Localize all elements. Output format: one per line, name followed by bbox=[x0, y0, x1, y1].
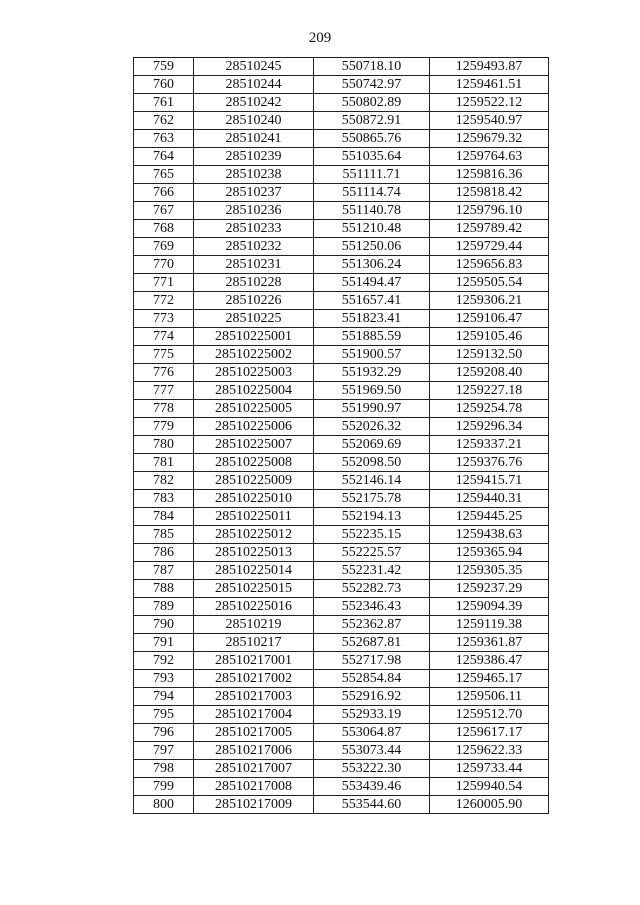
x-coordinate-cell: 551494.47 bbox=[314, 274, 430, 292]
y-coordinate-cell: 1259818.42 bbox=[430, 184, 549, 202]
point-id-cell: 28510240 bbox=[194, 112, 314, 130]
x-coordinate-cell: 552231.42 bbox=[314, 562, 430, 580]
point-id-cell: 28510225010 bbox=[194, 490, 314, 508]
x-coordinate-cell: 552346.43 bbox=[314, 598, 430, 616]
y-coordinate-cell: 1259305.35 bbox=[430, 562, 549, 580]
y-coordinate-cell: 1259733.44 bbox=[430, 760, 549, 778]
point-number-cell: 779 bbox=[134, 418, 194, 436]
y-coordinate-cell: 1259415.71 bbox=[430, 472, 549, 490]
point-number-cell: 786 bbox=[134, 544, 194, 562]
point-number-cell: 770 bbox=[134, 256, 194, 274]
point-id-cell: 28510217007 bbox=[194, 760, 314, 778]
point-number-cell: 795 bbox=[134, 706, 194, 724]
table-row bbox=[134, 526, 549, 544]
table-row bbox=[134, 112, 549, 130]
point-id-cell: 28510242 bbox=[194, 94, 314, 112]
table-row bbox=[134, 508, 549, 526]
point-number-cell: 799 bbox=[134, 778, 194, 796]
point-id-cell: 28510225006 bbox=[194, 418, 314, 436]
table-row bbox=[134, 94, 549, 112]
point-number-cell: 766 bbox=[134, 184, 194, 202]
table-row bbox=[134, 76, 549, 94]
point-id-cell: 28510217008 bbox=[194, 778, 314, 796]
table-row bbox=[134, 292, 549, 310]
x-coordinate-cell: 551900.57 bbox=[314, 346, 430, 364]
point-number-cell: 785 bbox=[134, 526, 194, 544]
table-row bbox=[134, 454, 549, 472]
table-row bbox=[134, 706, 549, 724]
point-number-cell: 765 bbox=[134, 166, 194, 184]
x-coordinate-cell: 551823.41 bbox=[314, 310, 430, 328]
y-coordinate-cell: 1259306.21 bbox=[430, 292, 549, 310]
point-number-cell: 788 bbox=[134, 580, 194, 598]
x-coordinate-cell: 551111.71 bbox=[314, 166, 430, 184]
point-number-cell: 778 bbox=[134, 400, 194, 418]
y-coordinate-cell: 1259622.33 bbox=[430, 742, 549, 760]
x-coordinate-cell: 551885.59 bbox=[314, 328, 430, 346]
table-row bbox=[134, 58, 549, 76]
y-coordinate-cell: 1259461.51 bbox=[430, 76, 549, 94]
point-id-cell: 28510225001 bbox=[194, 328, 314, 346]
x-coordinate-cell: 552916.92 bbox=[314, 688, 430, 706]
x-coordinate-cell: 550865.76 bbox=[314, 130, 430, 148]
coordinates-table-body bbox=[134, 58, 549, 814]
point-id-cell: 28510225012 bbox=[194, 526, 314, 544]
x-coordinate-cell: 552933.19 bbox=[314, 706, 430, 724]
y-coordinate-cell: 1259337.21 bbox=[430, 436, 549, 454]
table-row bbox=[134, 670, 549, 688]
x-coordinate-cell: 552717.98 bbox=[314, 652, 430, 670]
y-coordinate-cell: 1259940.54 bbox=[430, 778, 549, 796]
point-number-cell: 771 bbox=[134, 274, 194, 292]
y-coordinate-cell: 1259617.17 bbox=[430, 724, 549, 742]
point-id-cell: 28510225015 bbox=[194, 580, 314, 598]
table-row bbox=[134, 742, 549, 760]
point-number-cell: 767 bbox=[134, 202, 194, 220]
y-coordinate-cell: 1259119.38 bbox=[430, 616, 549, 634]
x-coordinate-cell: 551035.64 bbox=[314, 148, 430, 166]
x-coordinate-cell: 550872.91 bbox=[314, 112, 430, 130]
point-number-cell: 793 bbox=[134, 670, 194, 688]
x-coordinate-cell: 551210.48 bbox=[314, 220, 430, 238]
x-coordinate-cell: 552687.81 bbox=[314, 634, 430, 652]
point-id-cell: 28510225008 bbox=[194, 454, 314, 472]
table-row bbox=[134, 724, 549, 742]
x-coordinate-cell: 551114.74 bbox=[314, 184, 430, 202]
table-row bbox=[134, 220, 549, 238]
x-coordinate-cell: 552026.32 bbox=[314, 418, 430, 436]
table-row bbox=[134, 490, 549, 508]
table-row bbox=[134, 274, 549, 292]
table-row bbox=[134, 400, 549, 418]
table-row bbox=[134, 580, 549, 598]
point-id-cell: 28510217003 bbox=[194, 688, 314, 706]
y-coordinate-cell: 1259227.18 bbox=[430, 382, 549, 400]
table-row bbox=[134, 418, 549, 436]
point-id-cell: 28510231 bbox=[194, 256, 314, 274]
x-coordinate-cell: 552098.50 bbox=[314, 454, 430, 472]
point-number-cell: 763 bbox=[134, 130, 194, 148]
point-id-cell: 28510245 bbox=[194, 58, 314, 76]
y-coordinate-cell: 1259465.17 bbox=[430, 670, 549, 688]
y-coordinate-cell: 1259789.42 bbox=[430, 220, 549, 238]
y-coordinate-cell: 1259512.70 bbox=[430, 706, 549, 724]
x-coordinate-cell: 551306.24 bbox=[314, 256, 430, 274]
y-coordinate-cell: 1259132.50 bbox=[430, 346, 549, 364]
coordinates-table bbox=[133, 57, 549, 814]
y-coordinate-cell: 1259105.46 bbox=[430, 328, 549, 346]
point-id-cell: 28510239 bbox=[194, 148, 314, 166]
y-coordinate-cell: 1259505.54 bbox=[430, 274, 549, 292]
table-row bbox=[134, 634, 549, 652]
point-number-cell: 772 bbox=[134, 292, 194, 310]
point-id-cell: 28510225009 bbox=[194, 472, 314, 490]
table-row bbox=[134, 760, 549, 778]
table-row bbox=[134, 256, 549, 274]
y-coordinate-cell: 1259764.63 bbox=[430, 148, 549, 166]
y-coordinate-cell: 1259679.32 bbox=[430, 130, 549, 148]
x-coordinate-cell: 552854.84 bbox=[314, 670, 430, 688]
y-coordinate-cell: 1259094.39 bbox=[430, 598, 549, 616]
point-id-cell: 28510225002 bbox=[194, 346, 314, 364]
point-number-cell: 768 bbox=[134, 220, 194, 238]
x-coordinate-cell: 550742.97 bbox=[314, 76, 430, 94]
x-coordinate-cell: 552235.15 bbox=[314, 526, 430, 544]
x-coordinate-cell: 553073.44 bbox=[314, 742, 430, 760]
table-row bbox=[134, 202, 549, 220]
point-id-cell: 28510225 bbox=[194, 310, 314, 328]
table-row bbox=[134, 778, 549, 796]
point-id-cell: 28510217 bbox=[194, 634, 314, 652]
point-number-cell: 792 bbox=[134, 652, 194, 670]
table-row bbox=[134, 364, 549, 382]
y-coordinate-cell: 1259237.29 bbox=[430, 580, 549, 598]
point-id-cell: 28510225004 bbox=[194, 382, 314, 400]
x-coordinate-cell: 553439.46 bbox=[314, 778, 430, 796]
y-coordinate-cell: 1259361.87 bbox=[430, 634, 549, 652]
point-number-cell: 784 bbox=[134, 508, 194, 526]
point-number-cell: 764 bbox=[134, 148, 194, 166]
point-number-cell: 791 bbox=[134, 634, 194, 652]
x-coordinate-cell: 551990.97 bbox=[314, 400, 430, 418]
y-coordinate-cell: 1259540.97 bbox=[430, 112, 549, 130]
point-number-cell: 759 bbox=[134, 58, 194, 76]
point-id-cell: 28510225011 bbox=[194, 508, 314, 526]
x-coordinate-cell: 552175.78 bbox=[314, 490, 430, 508]
y-coordinate-cell: 1259493.87 bbox=[430, 58, 549, 76]
point-id-cell: 28510217001 bbox=[194, 652, 314, 670]
y-coordinate-cell: 1259440.31 bbox=[430, 490, 549, 508]
table-row bbox=[134, 148, 549, 166]
point-id-cell: 28510225014 bbox=[194, 562, 314, 580]
x-coordinate-cell: 551140.78 bbox=[314, 202, 430, 220]
x-coordinate-cell: 552282.73 bbox=[314, 580, 430, 598]
point-number-cell: 762 bbox=[134, 112, 194, 130]
y-coordinate-cell: 1260005.90 bbox=[430, 796, 549, 814]
point-number-cell: 774 bbox=[134, 328, 194, 346]
point-number-cell: 760 bbox=[134, 76, 194, 94]
point-id-cell: 28510225005 bbox=[194, 400, 314, 418]
point-id-cell: 28510228 bbox=[194, 274, 314, 292]
point-number-cell: 773 bbox=[134, 310, 194, 328]
table-row bbox=[134, 652, 549, 670]
point-id-cell: 28510217002 bbox=[194, 670, 314, 688]
table-row bbox=[134, 598, 549, 616]
point-number-cell: 796 bbox=[134, 724, 194, 742]
point-id-cell: 28510238 bbox=[194, 166, 314, 184]
point-id-cell: 28510217009 bbox=[194, 796, 314, 814]
point-number-cell: 789 bbox=[134, 598, 194, 616]
x-coordinate-cell: 551250.06 bbox=[314, 238, 430, 256]
point-id-cell: 28510233 bbox=[194, 220, 314, 238]
x-coordinate-cell: 552069.69 bbox=[314, 436, 430, 454]
point-number-cell: 797 bbox=[134, 742, 194, 760]
y-coordinate-cell: 1259106.47 bbox=[430, 310, 549, 328]
point-id-cell: 28510236 bbox=[194, 202, 314, 220]
y-coordinate-cell: 1259522.12 bbox=[430, 94, 549, 112]
y-coordinate-cell: 1259376.76 bbox=[430, 454, 549, 472]
page-number: 209 bbox=[308, 30, 332, 46]
point-id-cell: 28510225013 bbox=[194, 544, 314, 562]
table-row bbox=[134, 238, 549, 256]
x-coordinate-cell: 552194.13 bbox=[314, 508, 430, 526]
y-coordinate-cell: 1259438.63 bbox=[430, 526, 549, 544]
y-coordinate-cell: 1259816.36 bbox=[430, 166, 549, 184]
table-row bbox=[134, 688, 549, 706]
point-number-cell: 783 bbox=[134, 490, 194, 508]
x-coordinate-cell: 553064.87 bbox=[314, 724, 430, 742]
point-number-cell: 800 bbox=[134, 796, 194, 814]
table-row bbox=[134, 346, 549, 364]
y-coordinate-cell: 1259796.10 bbox=[430, 202, 549, 220]
x-coordinate-cell: 551657.41 bbox=[314, 292, 430, 310]
x-coordinate-cell: 550718.10 bbox=[314, 58, 430, 76]
point-id-cell: 28510217006 bbox=[194, 742, 314, 760]
table-row bbox=[134, 310, 549, 328]
y-coordinate-cell: 1259208.40 bbox=[430, 364, 549, 382]
table-row bbox=[134, 472, 549, 490]
y-coordinate-cell: 1259296.34 bbox=[430, 418, 549, 436]
table-row bbox=[134, 796, 549, 814]
point-id-cell: 28510225003 bbox=[194, 364, 314, 382]
point-number-cell: 798 bbox=[134, 760, 194, 778]
point-number-cell: 776 bbox=[134, 364, 194, 382]
table-row bbox=[134, 166, 549, 184]
x-coordinate-cell: 551969.50 bbox=[314, 382, 430, 400]
point-number-cell: 781 bbox=[134, 454, 194, 472]
point-number-cell: 780 bbox=[134, 436, 194, 454]
point-number-cell: 777 bbox=[134, 382, 194, 400]
point-number-cell: 769 bbox=[134, 238, 194, 256]
point-id-cell: 28510217004 bbox=[194, 706, 314, 724]
point-id-cell: 28510226 bbox=[194, 292, 314, 310]
table-row bbox=[134, 328, 549, 346]
point-number-cell: 787 bbox=[134, 562, 194, 580]
y-coordinate-cell: 1259254.78 bbox=[430, 400, 549, 418]
x-coordinate-cell: 552225.57 bbox=[314, 544, 430, 562]
table-row bbox=[134, 544, 549, 562]
point-id-cell: 28510217005 bbox=[194, 724, 314, 742]
point-number-cell: 761 bbox=[134, 94, 194, 112]
table-row bbox=[134, 616, 549, 634]
table-row bbox=[134, 436, 549, 454]
x-coordinate-cell: 551932.29 bbox=[314, 364, 430, 382]
point-number-cell: 790 bbox=[134, 616, 194, 634]
x-coordinate-cell: 550802.89 bbox=[314, 94, 430, 112]
point-id-cell: 28510219 bbox=[194, 616, 314, 634]
table-row bbox=[134, 562, 549, 580]
point-id-cell: 28510232 bbox=[194, 238, 314, 256]
y-coordinate-cell: 1259729.44 bbox=[430, 238, 549, 256]
y-coordinate-cell: 1259365.94 bbox=[430, 544, 549, 562]
point-number-cell: 794 bbox=[134, 688, 194, 706]
x-coordinate-cell: 552362.87 bbox=[314, 616, 430, 634]
point-number-cell: 782 bbox=[134, 472, 194, 490]
x-coordinate-cell: 553222.30 bbox=[314, 760, 430, 778]
table-row bbox=[134, 184, 549, 202]
point-id-cell: 28510241 bbox=[194, 130, 314, 148]
point-id-cell: 28510244 bbox=[194, 76, 314, 94]
table-row bbox=[134, 130, 549, 148]
y-coordinate-cell: 1259386.47 bbox=[430, 652, 549, 670]
x-coordinate-cell: 552146.14 bbox=[314, 472, 430, 490]
point-number-cell: 775 bbox=[134, 346, 194, 364]
table-row bbox=[134, 382, 549, 400]
y-coordinate-cell: 1259445.25 bbox=[430, 508, 549, 526]
point-id-cell: 28510237 bbox=[194, 184, 314, 202]
point-id-cell: 28510225016 bbox=[194, 598, 314, 616]
x-coordinate-cell: 553544.60 bbox=[314, 796, 430, 814]
y-coordinate-cell: 1259656.83 bbox=[430, 256, 549, 274]
y-coordinate-cell: 1259506.11 bbox=[430, 688, 549, 706]
point-id-cell: 28510225007 bbox=[194, 436, 314, 454]
